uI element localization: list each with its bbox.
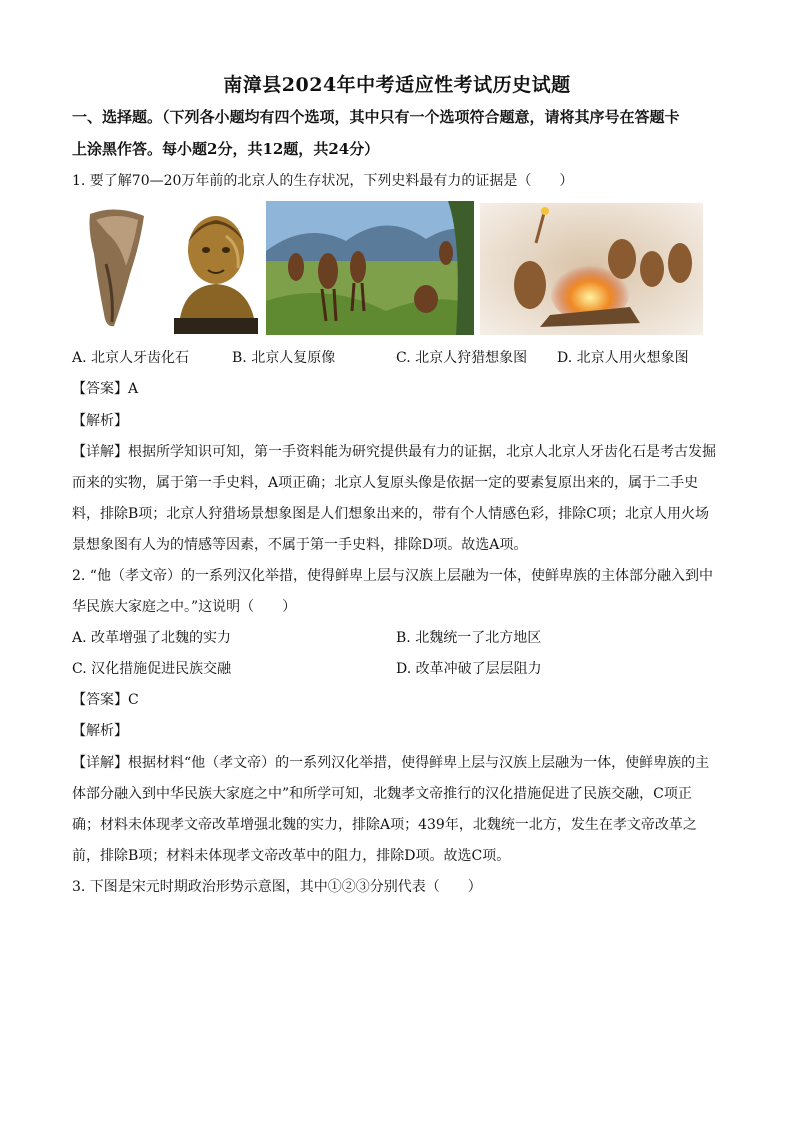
q1-analysis-label: 【解析】 xyxy=(72,413,128,429)
q2-answer: 【答案】C xyxy=(72,692,139,708)
section-heading-line1: 一、选择题。（下列各小题均有四个选项，其中只有一个选项符合题意，请将其序号在答题卡 xyxy=(72,108,680,126)
q1-option-b: B. 北京人复原像 xyxy=(232,350,336,366)
page-title: 南漳县2024年中考适应性考试历史试题 xyxy=(223,74,571,96)
bust-reconstruction-image xyxy=(166,206,266,336)
q2-option-b: B. 北魏统一了北方地区 xyxy=(396,630,542,646)
question-2-stem-line2: 华民族大家庭之中。”这说明（ ） xyxy=(72,599,297,615)
q1-option-a: A. 北京人牙齿化石 xyxy=(72,350,190,366)
q2-option-c: C. 汉化措施促进民族交融 xyxy=(72,661,232,677)
q2-option-d: D. 改革冲破了层层阻力 xyxy=(396,661,542,677)
q1-detail-line-1: 【详解】根据所学知识可知，第一手资料能为研究提供最有力的证据，北京人北京人牙齿化石是考古发掘 xyxy=(72,444,716,460)
q1-detail-line-4: 景想象图有人为的情感等因素，不属于第一手史料，排除D项。故选A项。 xyxy=(72,537,528,553)
q2-detail-line-4: 前，排除B项；材料未体现孝文帝改革中的阻力，排除D项。故选C项。 xyxy=(72,848,511,864)
q2-analysis-label: 【解析】 xyxy=(72,723,128,739)
q2-option-a: A. 改革增强了北魏的实力 xyxy=(72,630,232,646)
q2-detail-line-1: 【详解】根据材料“他（孝文帝）的一系列汉化举措，使得鲜卑上层与汉族上层融为一体，使鲜卑族的主 xyxy=(72,755,710,771)
question-1-stem: 1. 要了解70—20万年前的北京人的生存状况，下列史料最有力的证据是（ ） xyxy=(72,173,574,189)
q1-option-c: C. 北京人狩猎想象图 xyxy=(396,350,528,366)
q1-detail-line-3: 料，排除B项；北京人狩猎场景想象图是人们想象出来的，带有个人情感色彩，排除C项；北京人用火场 xyxy=(72,506,709,522)
q2-detail-line-2: 体部分融入到中华民族大家庭之中”和所学可知，北魏孝文帝推行的汉化措施促进了民族交融，C项正 xyxy=(72,786,692,802)
hunting-scene-image xyxy=(266,201,474,335)
q2-detail-line-3: 确；材料未体现孝文帝改革增强北魏的实力，排除A项；439年，北魏统一北方，发生在孝文帝改革之 xyxy=(72,817,697,833)
fire-scene-image xyxy=(480,203,703,335)
question-2-stem-line1: 2. “他（孝文帝）的一系列汉化举措，使得鲜卑上层与汉族上层融为一体，使鲜卑族的主体部分融入到中 xyxy=(72,568,713,584)
q1-option-d: D. 北京人用火想象图 xyxy=(557,350,689,366)
tooth-fossil-image xyxy=(80,204,152,332)
q1-detail-line-2: 而来的实物，属于第一手史料，A项正确；北京人复原头像是依据一定的要素复原出来的，属于二手史 xyxy=(72,475,699,491)
q1-answer: 【答案】A xyxy=(72,381,139,397)
section-heading-line2: 上涂黑作答。每小题2分，共12题，共24分） xyxy=(72,140,380,158)
question-3-stem: 3. 下图是宋元时期政治形势示意图，其中①②③分别代表（ ） xyxy=(72,879,482,895)
